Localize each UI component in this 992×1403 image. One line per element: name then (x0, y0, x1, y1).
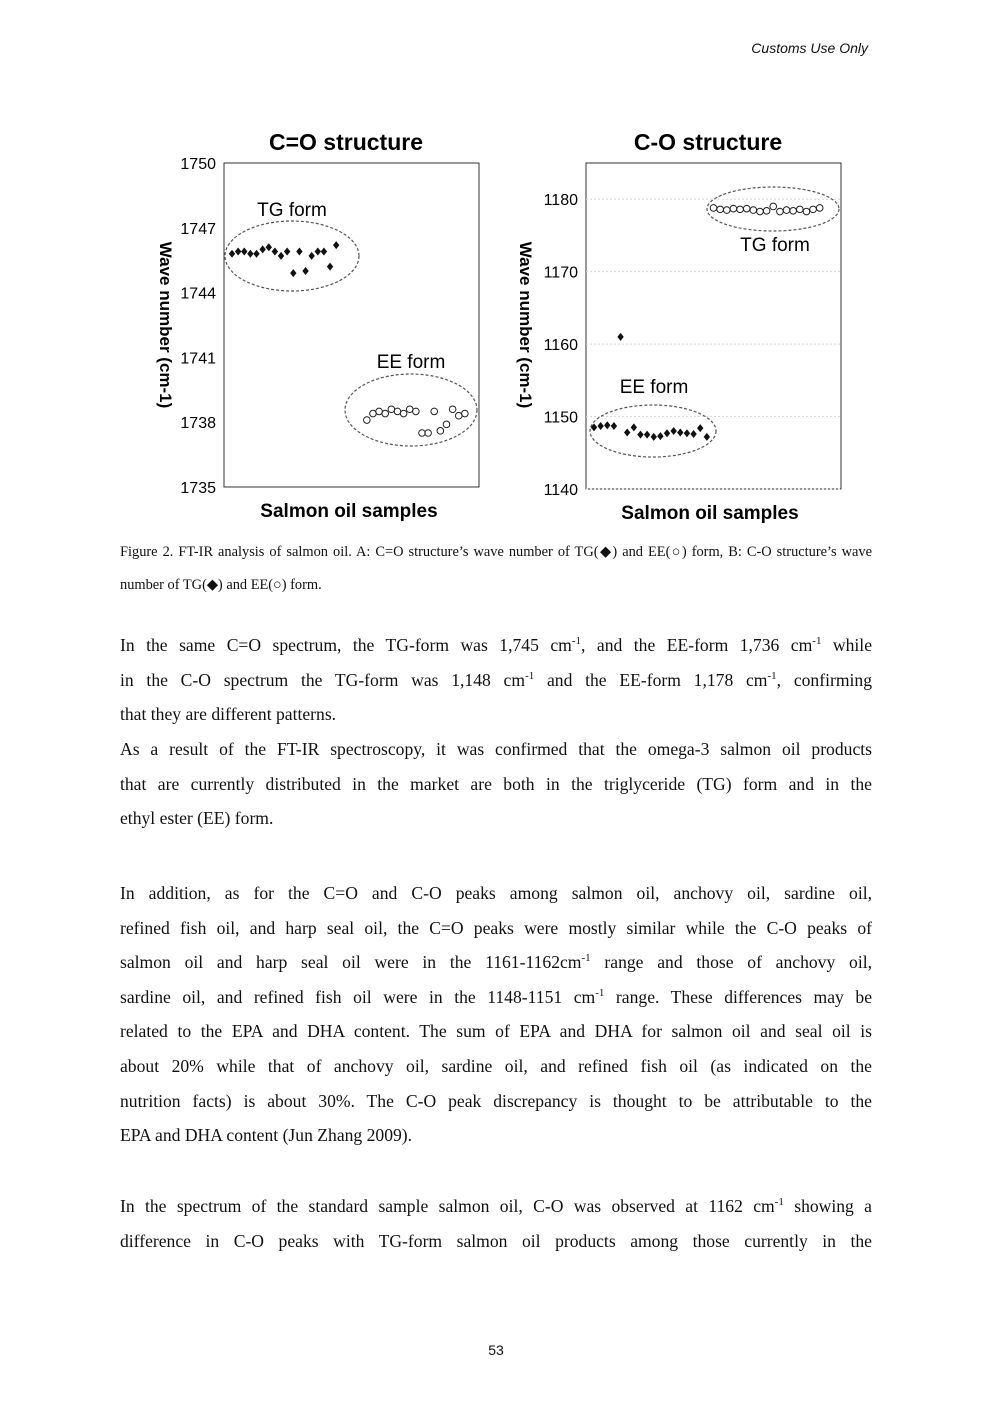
tg-point (624, 428, 630, 436)
tg-point (259, 245, 265, 253)
chart-c-o-single-bond (505, 118, 850, 535)
text-span: showing a (783, 1196, 872, 1216)
tg-point (690, 430, 696, 438)
y-tick-label: 1750 (180, 156, 216, 173)
tg-point (704, 433, 710, 441)
tg-point (272, 248, 278, 256)
paragraph-3-line-4 (120, 980, 872, 1015)
ee-point (770, 203, 777, 210)
paragraph-3-line-5: related to the EPA and DHA content. The sum of EPA and DHA for salmon oil and seal oil is (120, 1021, 872, 1042)
superscript: -1 (767, 669, 777, 682)
chart-a-group-ovals (225, 221, 477, 446)
text-span: , confirming (776, 669, 872, 690)
group-oval (707, 187, 839, 231)
paragraph-2 (120, 732, 872, 836)
paragraph-2-line-2: that are currently distributed in the market are both in the triglyceride (TG) form and in the (120, 773, 872, 794)
paragraph-3-line-8: EPA and DHA content (Jun Zhang 2009). (120, 1125, 413, 1146)
tg-point (253, 250, 259, 258)
chart-a-title: C=O structure (268, 129, 424, 155)
chart-b-group-labels (620, 235, 810, 398)
y-tick-label: 1744 (180, 285, 216, 303)
text-span: in the C-O spectrum the TG-form was 1,148 cm (120, 669, 526, 690)
ee-point (763, 208, 770, 215)
chart-a-points (229, 241, 468, 436)
chart-a-ylabel: Wave number (cm-1) (156, 241, 175, 409)
tg-point (644, 431, 650, 439)
tg-point (657, 432, 663, 440)
chart-a-ytick-labels (180, 156, 216, 497)
tg-point (290, 269, 296, 277)
ee-point (370, 410, 377, 417)
ee-point (723, 207, 730, 214)
ee-point (462, 410, 469, 417)
tg-point (229, 250, 235, 258)
chart-b-xlabel: Salmon oil samples (621, 503, 799, 524)
ee-point (717, 206, 724, 213)
tg-point (637, 431, 643, 439)
text-span: range. These differences may be (604, 986, 873, 1007)
chart-b-svg (505, 118, 850, 530)
group-oval (345, 374, 477, 446)
tg-point (631, 423, 637, 431)
chart-b-ylabel: Wave number (cm-1) (516, 241, 535, 409)
y-tick-label: 1735 (180, 480, 216, 497)
paragraph-3-line-2: refined fish oil, and harp seal oil, the C=O peaks were mostly similar while the C-O peaks of (120, 917, 872, 938)
ee-point (376, 408, 383, 415)
ee-point (803, 208, 810, 215)
group-label: TG form (740, 235, 810, 256)
text-span: and the EE-form 1,178 cm (534, 669, 768, 690)
text-span: In the same C=O spectrum, the TG-form was 1,745 cm (120, 635, 572, 655)
paragraph-1 (120, 628, 872, 732)
chart-b-ytick-labels (544, 192, 579, 499)
tg-point (315, 248, 321, 256)
paragraph-4 (120, 1189, 872, 1258)
text-span: In the spectrum of the standard sample salmon oil, C-O was observed at 1162 cm (120, 1196, 775, 1216)
page-number: 53 (488, 1342, 504, 1358)
tg-point (278, 252, 284, 260)
tg-point (611, 422, 617, 430)
paragraph-3-line-1: In addition, as for the C=O and C-O peaks among salmon oil, anchovy oil, sardine oil, (120, 883, 872, 903)
ee-point (413, 408, 420, 415)
y-tick-label: 1150 (543, 409, 578, 427)
ee-point (737, 206, 744, 213)
tg-point (266, 243, 272, 251)
tg-point (684, 429, 690, 437)
tg-point (617, 333, 623, 341)
chart-a-xlabel: Salmon oil samples (260, 501, 438, 522)
ee-point (757, 208, 764, 215)
ee-point (777, 208, 784, 215)
paragraph-3-line-6: about 20% while that of anchovy oil, sardine oil, and refined fish oil (as indicated on the (120, 1055, 872, 1076)
paragraph-3-line-7: nutrition facts) is about 30%. The C-O peak discrepancy is thought to be attributable to the (120, 1090, 872, 1111)
ee-point (730, 205, 737, 212)
y-tick-label: 1738 (180, 415, 216, 433)
paragraph-2-line-1: As a result of the FT-IR spectroscopy, it was confirmed that the omega-3 salmon oil products (120, 739, 872, 759)
ee-point (419, 430, 426, 437)
tg-point (284, 248, 290, 256)
group-label: TG form (257, 200, 327, 221)
ee-point (425, 430, 432, 437)
text-span: , and the EE-form 1,736 cm (581, 635, 813, 655)
ee-point (810, 206, 817, 213)
ee-point (400, 410, 407, 417)
tg-point (302, 267, 308, 275)
paragraph-4-line-1 (120, 1189, 872, 1224)
chart-co-double-bond (145, 118, 490, 535)
ee-point (783, 207, 790, 214)
superscript: -1 (812, 635, 822, 648)
superscript: -1 (774, 1196, 784, 1209)
y-tick-label: 1741 (180, 350, 216, 368)
y-tick-label: 1180 (543, 192, 578, 210)
y-tick-label: 1160 (543, 337, 578, 355)
superscript: -1 (581, 952, 591, 965)
tg-point (670, 427, 676, 435)
chart-b-title: C-O structure (633, 129, 783, 155)
paragraph-3 (120, 876, 872, 1153)
ee-point (790, 208, 797, 215)
group-label: EE form (376, 352, 446, 373)
tg-point (651, 433, 657, 441)
ee-point (750, 207, 757, 214)
tg-point (597, 422, 603, 430)
ee-point (443, 421, 450, 428)
tg-point (677, 428, 683, 436)
tg-point (247, 250, 253, 258)
group-oval (225, 221, 359, 291)
tg-point (604, 421, 610, 429)
y-tick-label: 1747 (180, 220, 216, 238)
paragraph-3-line-3 (120, 945, 872, 980)
ee-point (743, 205, 750, 212)
ee-point (797, 206, 804, 213)
y-tick-label: 1170 (543, 264, 578, 282)
ee-point (449, 406, 456, 413)
running-header: Customs Use Only (751, 40, 868, 56)
chart-a-group-labels (257, 200, 445, 373)
ee-point (364, 417, 371, 424)
ee-point (710, 205, 717, 212)
tg-point (321, 248, 327, 256)
tg-point (664, 429, 670, 437)
paragraph-4-line-2: difference in C-O peaks with TG-form salmon oil products among those currently in the (120, 1230, 872, 1251)
paragraph-1-line-1 (120, 628, 872, 663)
tg-point (308, 252, 314, 260)
tg-point (241, 248, 247, 256)
tg-point (235, 248, 241, 256)
superscript: -1 (595, 986, 605, 999)
figure-caption: Figure 2. FT-IR analysis of salmon oil. A: C=O structure’s wave number of TG(◆) and EE(○) form, B: C-O structure’s wave number of TG(◆) and EE(○) form. (120, 544, 872, 593)
group-oval (590, 405, 716, 457)
paragraph-1-line-3: that they are different patterns. (120, 704, 337, 725)
paragraph-1-line-2 (120, 663, 872, 698)
group-label: EE form (619, 377, 689, 398)
ee-point (388, 406, 395, 413)
text-span: while (821, 635, 873, 655)
text-span: salmon oil and harp seal oil were in the 1161-1162cm (120, 952, 582, 973)
ee-point (816, 205, 823, 212)
text-span: range and those of anchovy oil, (590, 952, 872, 973)
ee-point (437, 428, 444, 435)
tg-point (697, 424, 703, 432)
y-tick-label: 1140 (543, 482, 578, 499)
ee-point (431, 408, 438, 415)
superscript: -1 (525, 669, 535, 682)
paragraph-2-line-3: ethyl ester (EE) form. (120, 808, 274, 829)
superscript: -1 (571, 635, 582, 648)
ee-point (394, 408, 401, 415)
tg-point (296, 248, 302, 256)
chart-a-svg (145, 118, 490, 530)
ee-point (406, 406, 413, 413)
ee-point (382, 410, 389, 417)
ee-point (455, 412, 462, 419)
tg-point (333, 241, 339, 249)
tg-point (327, 263, 333, 271)
text-span: sardine oil, and refined fish oil were in the 1148-1151 cm (120, 986, 596, 1007)
